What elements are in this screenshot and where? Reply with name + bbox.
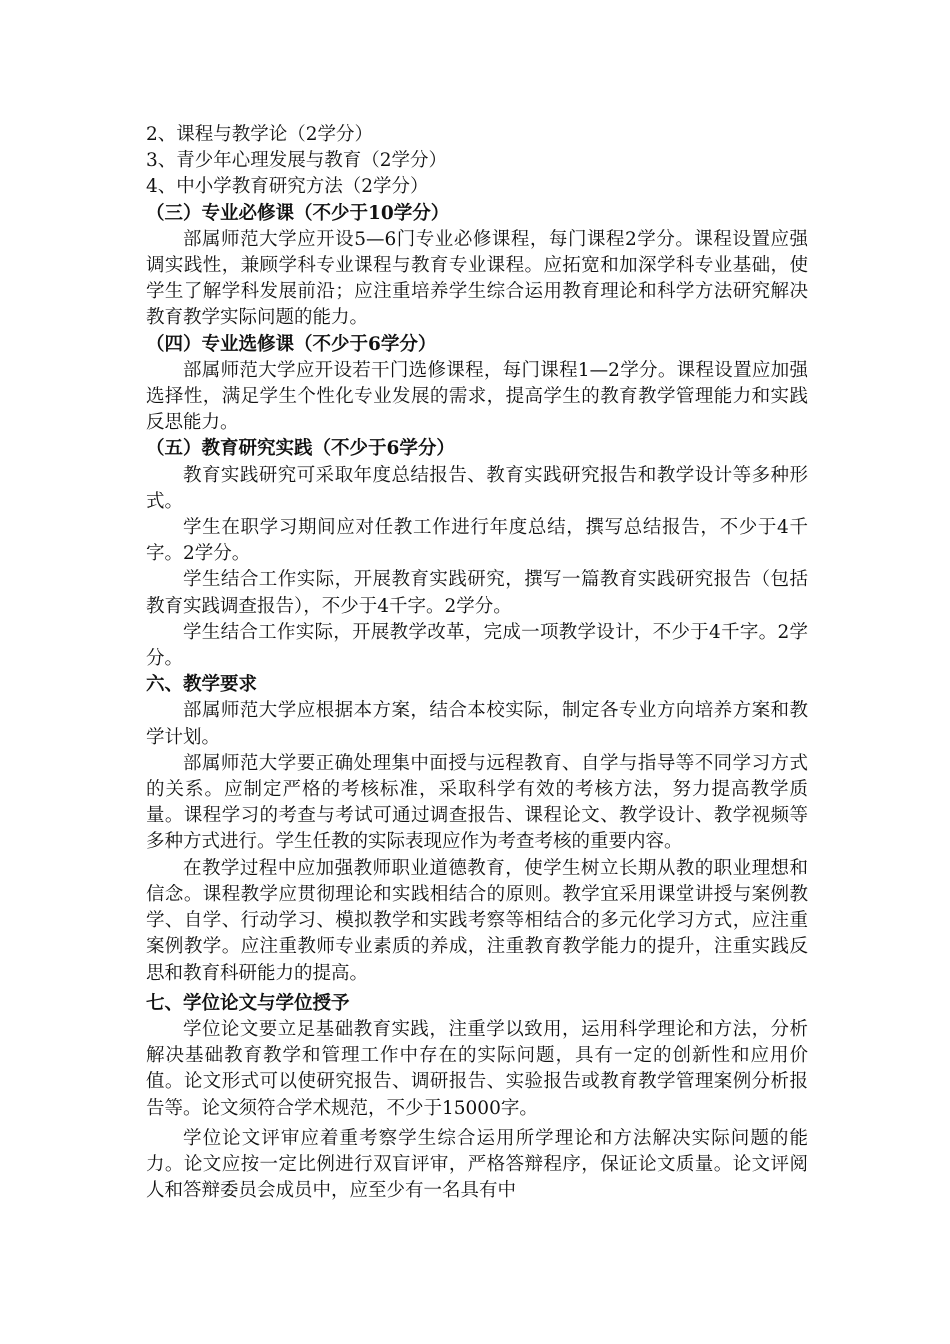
paragraph: 教育实践研究可采取年度总结报告、教育实践研究报告和教学设计等多种形式。 [146,464,808,512]
section-heading-teaching-requirements: 六、教学要求 [146,674,258,696]
list-item: 2、课程与教学论（2学分） [146,124,374,145]
list-item: 3、青少年心理发展与教育（2学分） [146,150,448,172]
paragraph: 部属师范大学应根据本方案，结合本校实际，制定各专业方向培养方案和教学计划。 [146,700,808,748]
paragraph: 在教学过程中应加强教师职业道德教育，使学生树立长期从教的职业理想和信念。课程教学应贯彻理论和实践相结合的原则。教学宜采用课堂讲授与案例教学、自学、行动学习、模拟教学和实践考察等相结合的多元化学习方式，应注重案例教学。应注重教师专业素质的养成，注重教育教学能力的提升，注重实践反思和教育科研能力的提高。 [146,857,808,984]
section-heading-specialty-required: （三）专业必修课（不少于10学分） [146,202,450,224]
paragraph: 部属师范大学应开设若干门选修课程，每门课程1—2学分。课程设置应加强选择性，满足学生个性化专业发展的需求，提高学生的教育教学管理能力和实践反思能力。 [146,359,808,434]
paragraph: 学生结合工作实际，开展教育实践研究，撰写一篇教育实践研究报告（包括教育实践调查报告），不少于4千字。2学分。 [146,569,808,617]
document-page [146,122,808,1204]
section-heading-thesis-degree: 七、学位论文与学位授予 [146,992,350,1014]
section-heading-research-practice: （五）教育研究实践（不少于6学分） [146,438,455,460]
paragraph: 学生在职学习期间应对任教工作进行年度总结，撰写总结报告，不少于4千字。2学分。 [146,517,808,565]
paragraph: 学生结合工作实际，开展教学改革，完成一项教学设计，不少于4千字。2学分。 [146,621,808,670]
section-heading-specialty-elective: （四）专业选修课（不少于6学分） [146,333,437,355]
paragraph: 部属师范大学要正确处理集中面授与远程教育、自学与指导等不同学习方式的关系。应制定严格的考核标准，采取科学有效的考核方法，努力提高教学质量。课程学习的考查与考试可通过调查报告、课程论文、教学设计、教学视频等多种方式进行。学生任教的实际表现应作为考查考核的重要内容。 [146,752,808,853]
paragraph: 学位论文评审应着重考察学生综合运用所学理论和方法解决实际问题的能力。论文应按一定比例进行双盲评审，严格答辩程序，保证论文质量。论文评阅人和答辩委员会成员中，应至少有一名具有中 [146,1127,808,1202]
paragraph: 部属师范大学应开设5—6门专业必修课程，每门课程2学分。课程设置应强调实践性，兼顾学科专业课程与教育专业课程。应拓宽和加深学科专业基础，使学生了解学科发展前沿；应注重培养学生综合运用教育理论和科学方法研究解决教育教学实际问题的能力。 [146,228,808,329]
list-item: 4、中小学教育研究方法（2学分） [146,176,429,198]
paragraph: 学位论文要立足基础教育实践，注重学以致用，运用科学理论和方法，分析解决基础教育教学和管理工作中存在的实际问题，具有一定的创新性和应用价值。论文形式可以使研究报告、调研报告、实验报告或教育教学管理案例分析报告等。论文须符合学术规范，不少于15000字。 [146,1018,808,1119]
